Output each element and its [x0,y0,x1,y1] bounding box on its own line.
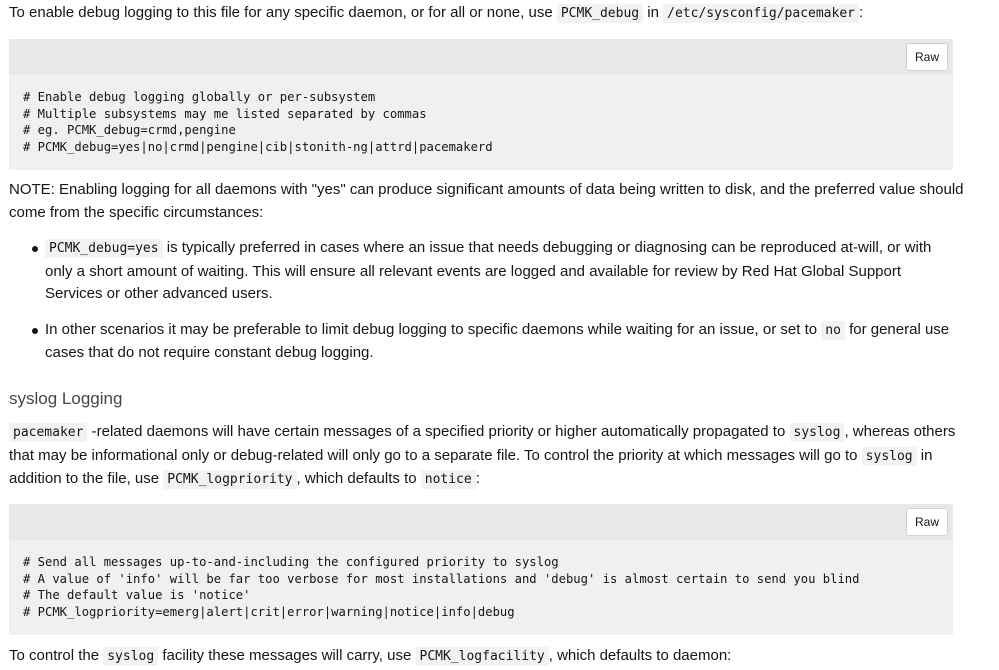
code-line: # Send all messages up-to-and-including the configured priority to syslog [23,555,559,569]
syslog-paragraph [9,421,969,492]
bullet-list [9,237,954,365]
paragraph-text: in addition to the file, use [9,446,933,487]
inline-code: PCMK_logfacility [416,647,549,666]
list-item [9,237,954,306]
code-block [9,39,953,170]
intro-paragraph [9,2,989,26]
raw-button[interactable]: Raw [906,508,948,536]
code-block [9,504,953,635]
inline-code: syslog [790,423,845,442]
raw-button[interactable]: Raw [906,43,948,71]
intro-text: : [858,4,864,21]
paragraph-text: , whereas others that may be informational only or debug-related will only go to a separate file. To control the priority at which messages will go to [9,423,956,464]
code-line: # PCMK_debug=yes|no|crmd|pengine|cib|stonith-ng|attrd|pacemakerd [23,140,493,155]
facility-paragraph [9,645,984,669]
code-line: # eg. PCMK_debug=crmd,pengine [23,123,236,138]
paragraph-text: To control the [9,647,104,664]
code-block-toolbar [9,504,953,540]
list-item-text: In other scenarios it may be preferable to limit debug logging to specific daemons while waiting for an issue, or set to [45,320,822,338]
list-item [9,319,954,365]
inline-code: PCMK_logpriority [163,470,296,489]
code-line: # Multiple subsystems may me listed separated by commas [23,106,427,121]
code-block-toolbar [9,39,953,75]
inline-code: /etc/sysconfig/pacemaker [663,4,859,23]
intro-text: To enable debug logging to this file for any specific daemon, or for all or none, use [9,4,557,21]
paragraph-text: , which defaults to daemon: [548,647,732,664]
inline-code: notice [421,470,476,489]
code-line: # Enable debug logging globally or per-subsystem [23,90,376,104]
paragraph-text: facility these messages will carry, use [158,647,416,664]
intro-text: in [643,4,664,21]
section-heading: syslog Logging [9,389,123,408]
inline-code: syslog [862,447,917,466]
inline-code: PCMK_debug=yes [45,239,163,258]
inline-code: syslog [103,647,158,666]
note-paragraph: NOTE: Enabling logging for all daemons with "yes" can produce significant amounts of data being written to disk, and the preferred value should come from the specific circumstances: [9,181,964,221]
inline-code: no [821,321,845,340]
code-line: # PCMK_logpriority=emerg|alert|crit|error|warning|notice|info|debug [23,605,515,620]
code-content [9,75,953,170]
list-item-text: for general use cases that do not require constant debug logging. [45,320,950,361]
code-line: # The default value is 'notice' [23,588,251,603]
code-line: # A value of 'info' will be far too verbose for most installations and 'debug' is almost certain to send you blind [23,571,860,586]
inline-code: pacemaker [9,423,87,442]
paragraph-text: -related daemons will have certain messages of a specified priority or higher automatically propagated to [87,423,790,440]
list-item-text: is typically preferred in cases where an issue that needs debugging or diagnosing can be reproduced at-will, or with only a short amount of waiting. This will ensure all relevant events are logged and available for review by Red Hat Global Support Services or other advanced users. [45,239,932,302]
code-content [9,540,953,635]
paragraph-text: , which defaults to [296,470,421,487]
inline-code: PCMK_debug [557,4,643,23]
paragraph-text: : [475,470,480,487]
